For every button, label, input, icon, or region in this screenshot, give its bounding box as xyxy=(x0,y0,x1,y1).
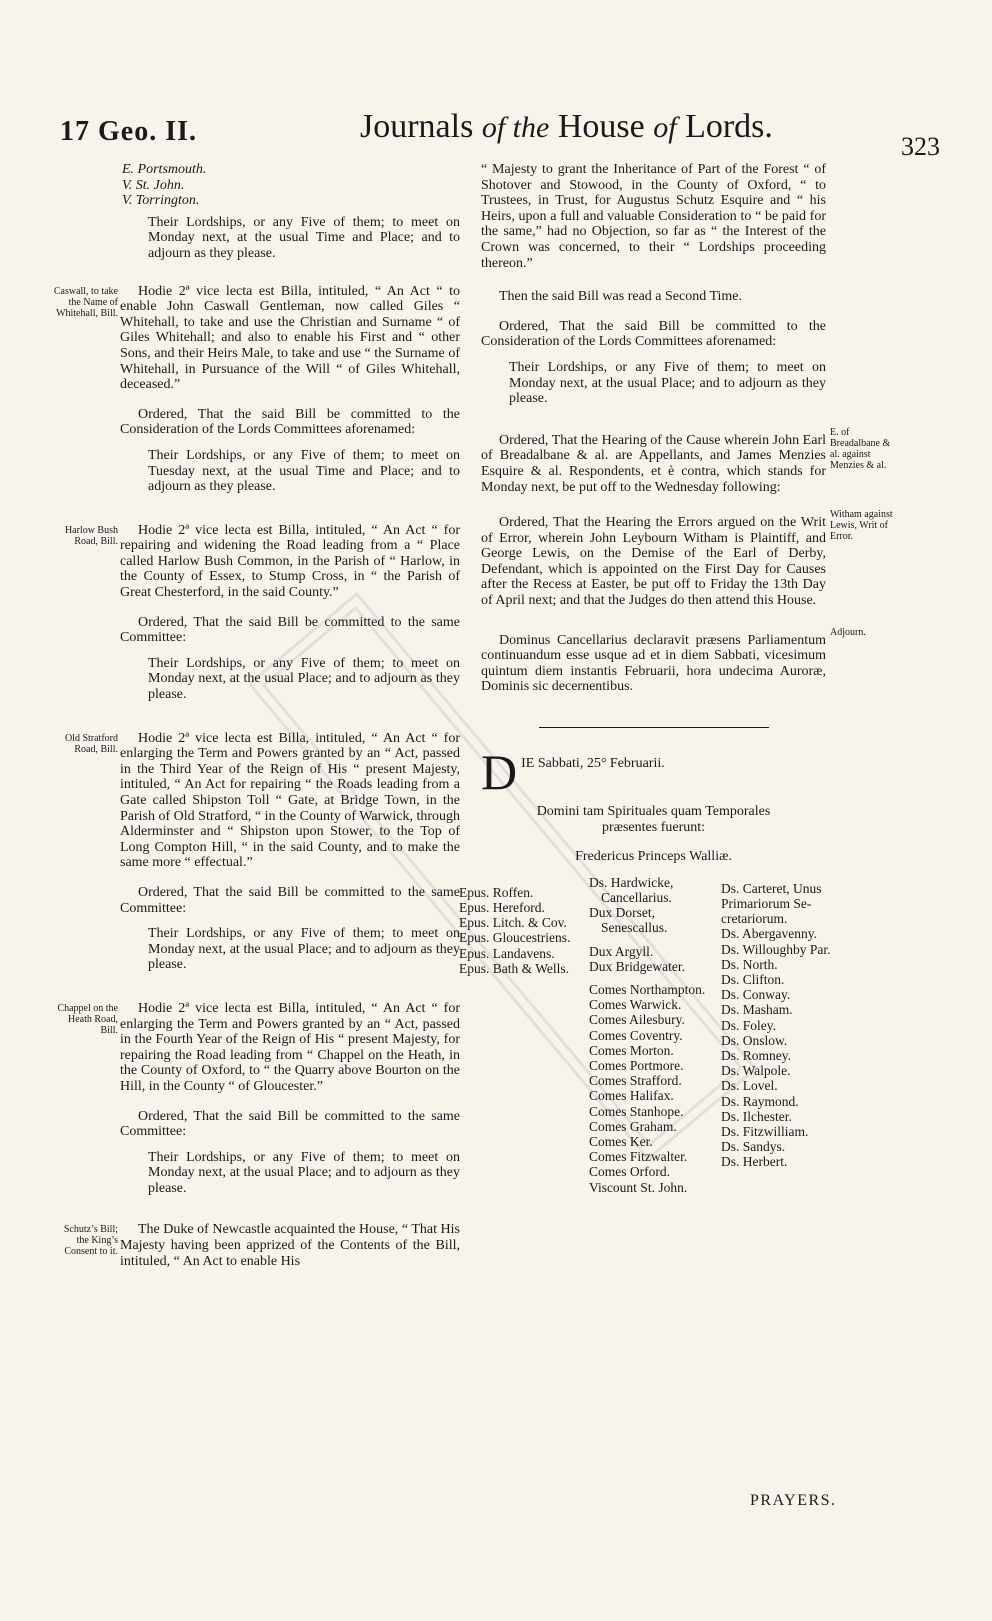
bishop-entry: Epus. Roffen. xyxy=(459,884,534,900)
order-text: Ordered, That the said Bill be committed to the same Committee: xyxy=(120,614,460,646)
peer-entry: Viscount St. John. xyxy=(589,1179,688,1195)
peers-column-middle xyxy=(589,875,705,1195)
bill-text: Hodie 2ª vice lecta est Billa, intituled, “ An Act “ for enlarging the Term and Powers granted by an “ Act, passed in the Third Year of the Reign of His “ present Majesty, intituled, “ An Act for repairing “ the Roads leading from a Gate called Shipston Toll “ Gate, at Bridge Town, in the Parish of Old Stratford, “ in the County of Warwick, through Alderminster and “ Shipston upon Stower, to the Top of Long Compton Hill, “ in the said County, and to make the same more “ effectual.” xyxy=(120,730,461,871)
page-header xyxy=(60,108,940,161)
day-text: IE Sabbati, 25° Februarii. xyxy=(521,756,665,772)
peer-entry: Comes Northampton. xyxy=(589,982,706,998)
peer-entry: Dux Dorset, xyxy=(589,905,655,921)
lord-name: E. Portsmouth. xyxy=(122,162,207,177)
peers-column-right xyxy=(721,881,830,1170)
lord-name: V. St. John. xyxy=(122,177,185,193)
bishops-column xyxy=(459,885,570,976)
order-text: Ordered, That the said Bill be committed to the Consideration of the Lords Committees aforenamed: xyxy=(120,406,460,438)
drop-initial: D xyxy=(481,744,518,801)
peer-entry: Cancellarius. xyxy=(601,890,672,906)
peer-entry xyxy=(589,974,705,982)
margin-note: Old Stratford Road, Bill. xyxy=(64,732,118,755)
peer-entry: Ds. Abergavenny. xyxy=(721,926,817,942)
peer-entry: Comes Halifax. xyxy=(589,1088,674,1104)
peer-entry: Comes Coventry. xyxy=(589,1027,683,1043)
peer-entry: Ds. Conway. xyxy=(721,987,791,1003)
bishop-entry: Epus. Landavens. xyxy=(459,945,555,961)
peer-entry: Ds. North. xyxy=(721,956,778,972)
peer-entry: Comes Strafford. xyxy=(589,1073,682,1089)
peer-entry: Comes Graham. xyxy=(589,1118,677,1134)
meeting-note: Their Lordships, or any Five of them; to meet on Monday next, at the usual Place; and to adjourn as they please. xyxy=(148,1149,460,1196)
adjournment xyxy=(481,626,866,695)
caswall-bill xyxy=(53,283,460,495)
old-stratford-bill xyxy=(64,730,461,973)
peer-entry: Comes Warwick. xyxy=(589,997,682,1013)
peer-entry: Comes Ker. xyxy=(589,1134,653,1150)
schutz-bill xyxy=(63,1222,460,1269)
peer-entry: Ds. Carteret, Unus xyxy=(721,880,822,896)
order-text: Ordered, That the said Bill be committed to the same Committee: xyxy=(120,884,460,916)
peer-entry: cretariorum. xyxy=(721,911,788,927)
peer-entry: Comes Stanhope. xyxy=(589,1103,684,1119)
peer-entry: Ds. Herbert. xyxy=(721,1154,788,1170)
regnal-year: 17 Geo. II. xyxy=(60,116,197,147)
peer-entry: Ds. Fitzwilliam. xyxy=(721,1124,809,1140)
second-reading: Then the said Bill was read a Second Time. xyxy=(499,289,743,305)
peer-entry xyxy=(589,936,705,944)
order-text: Ordered, That the Hearing of the Cause wherein John Earl of Breadalbane & al. are Appellants, and James Menzies Esquire & al. Respondents, et è contra, which stands for Monday next, be put off to the Wednesday following: xyxy=(481,432,826,495)
running-title: Journals of the House of Lords. xyxy=(360,108,773,145)
margin-note: Chappel on the Heath Road, Bill. xyxy=(57,1002,118,1036)
harlow-bush-bill xyxy=(64,522,460,703)
peer-entry: Ds. Lovel. xyxy=(721,1078,778,1094)
peer-entry: Comes Portmore. xyxy=(589,1058,684,1074)
day-heading xyxy=(481,744,826,801)
peer-entry: Ds. Ilchester. xyxy=(721,1108,792,1124)
meeting-note: Their Lordships, or any Five of them; to meet on Tuesday next, at the usual Time and Place; and to adjourn as they please. xyxy=(148,447,460,495)
peer-entry: Primariorum Se- xyxy=(721,896,812,912)
peer-entry: Ds. Hardwicke, xyxy=(589,874,674,890)
meeting-note: Their Lordships, or any Five of them; to meet on Monday next, at the usual Place; and to adjourn as they please. xyxy=(148,655,460,703)
bill-text: Hodie 2ª vice lecta est Billa, intituled, “ An Act “ for enlarging the Term and Powers granted by an “ Act, passed in the Fourth Year of the Reign of His “ present Majesty, for repairing the Road leading from “ Chappel on the Heath, in the County of Oxford, to “ the Quarry above Bourton on the Hill, in the County “ of Gloucester.” xyxy=(120,1000,460,1094)
bill-text: Hodie 2ª vice lecta est Billa, intituled, “ An Act “ for repairing and widening the Road leading from a “ Place called Harlow Bush Common, in the Parish of “ Harlow, in the County of Essex, to Stump Cross, in “ the Parish of Great Chesterford, in the said County.” xyxy=(120,522,460,601)
peer-entry: Comes Orford. xyxy=(589,1164,670,1180)
margin-note: Adjourn. xyxy=(830,626,866,638)
bill-text: Hodie 2ª vice lecta est Billa, intituled, “ An Act “ to enable John Caswall Gentleman, now called Giles “ Whitehall, to take and use the Christian and Surname “ of Giles Whitehall; and also to enable his First and “ other Sons, and their Heirs Male, to take and use “ the Surname of Whitehall, in Pursuance of the Will “ of Giles Whitehall, deceased.” xyxy=(120,283,460,393)
peer-entry: Ds. Raymond. xyxy=(721,1093,799,1109)
order-text: Ordered, That the said Bill be committed to the same Committee: xyxy=(120,1108,460,1140)
peer-entry: Dux Bridgewater. xyxy=(589,958,685,974)
bishop-entry: Epus. Bath & Wells. xyxy=(459,960,570,976)
prince-line: Fredericus Princeps Walliæ. xyxy=(575,849,732,865)
margin-note: E. of Breadalbane & al. against Menzies & al. xyxy=(830,426,891,471)
meeting-note: Their Lordships, or any Five of them; to meet on Monday next, at the usual Place; and to adjourn as they please. xyxy=(509,359,826,407)
lords-present-list xyxy=(459,871,831,1195)
bill-text: The Duke of Newcastle acquainted the House, “ That His Majesty having been apprized of the Contents of the Bill, intituled, “ An Act to enable His xyxy=(120,1222,460,1269)
order-text: Ordered, That the said Bill be committed to the Consideration of the Lords Committees aforenamed: xyxy=(481,318,826,350)
left-column xyxy=(53,162,461,1269)
peer-entry: Comes Morton. xyxy=(589,1042,674,1058)
adjournment-text: Dominus Cancellarius declaravit præsens Parliamentum continuandum esse usque ad et in diem Sabbati, vicesimum quintum diem instantis Februarii, hora undecima Auroræ, Dominis sic decernentibus. xyxy=(481,632,826,695)
peer-entry: Ds. Onslow. xyxy=(721,1032,788,1048)
order-text: Ordered, That the Hearing the Errors argued on the Writ of Error, wherein John Leybourn Witham is Plaintiff, and George Lewis, on the Demise of the Earl of Derby, Defendant, which is appointed on the First Day for Causes after the Recess at Easter, be put off to Friday the 13th Day of April next; and that the Judges do then attend this House. xyxy=(481,515,826,609)
lord-name: V. Torrington. xyxy=(122,193,200,209)
peer-entry: Ds. Romney. xyxy=(721,1048,791,1064)
peer-entry: Ds. Sandys. xyxy=(721,1139,786,1155)
peer-entry: Comes Fitzwalter. xyxy=(589,1149,688,1165)
margin-note: Schutz’s Bill; the King’s Consent to it. xyxy=(63,1224,118,1258)
present-heading: Domini tam Spirituales quam Temporales præsentes fuerunt: xyxy=(536,804,771,835)
chappel-heath-bill xyxy=(57,1000,460,1197)
peer-entry: Ds. Clifton. xyxy=(721,972,785,988)
margin-note: Witham against Lewis, Writ of Error. xyxy=(830,509,893,543)
peer-entry: Ds. Masham. xyxy=(721,1002,793,1018)
catchword: PRAYERS. xyxy=(750,1492,837,1509)
section-divider xyxy=(539,727,769,728)
meeting-note: Their Lordships, or any Five of them; to meet on Monday next, at the usual Time and Place; and to adjourn as they please. xyxy=(148,214,460,261)
peer-entry: Ds. Willoughby Par. xyxy=(721,941,831,957)
continued-text: “ Majesty to grant the Inheritance of Part of the Forest “ of Shotover and Stowood, in the County of Oxford, “ to Trustees, in Trust, for Augustus Schutz Esquire and “ his Heirs, upon a full and valuable Consideration to “ be paid for the same,” had no Objection, so far as “ the Interest of the Crown was concerned, to their “ Lordships proceeding thereon.” xyxy=(481,162,826,271)
page-number: 323 xyxy=(901,132,940,161)
witham-order xyxy=(481,509,893,609)
peer-entry: Dux Argyll. xyxy=(589,943,654,959)
breadalbane-order xyxy=(481,426,891,495)
bishop-entry: Epus. Gloucestriens. xyxy=(459,930,571,946)
peer-entry: Senescallus. xyxy=(601,920,668,936)
right-column xyxy=(459,162,893,1195)
peer-entry: Comes Ailesbury. xyxy=(589,1012,685,1028)
bishop-entry: Epus. Litch. & Cov. xyxy=(459,915,567,931)
bishop-entry: Epus. Hereford. xyxy=(459,900,545,916)
margin-note: Caswall, to take the Name of Whitehall, Bill. xyxy=(53,285,118,319)
peer-entry: Ds. Foley. xyxy=(721,1017,777,1033)
margin-note: Harlow Bush Road, Bill. xyxy=(64,524,118,547)
peer-entry: Ds. Walpole. xyxy=(721,1063,791,1079)
meeting-note: Their Lordships, or any Five of them; to meet on Monday next, at the usual Place; and to adjourn as they please. xyxy=(148,926,460,973)
